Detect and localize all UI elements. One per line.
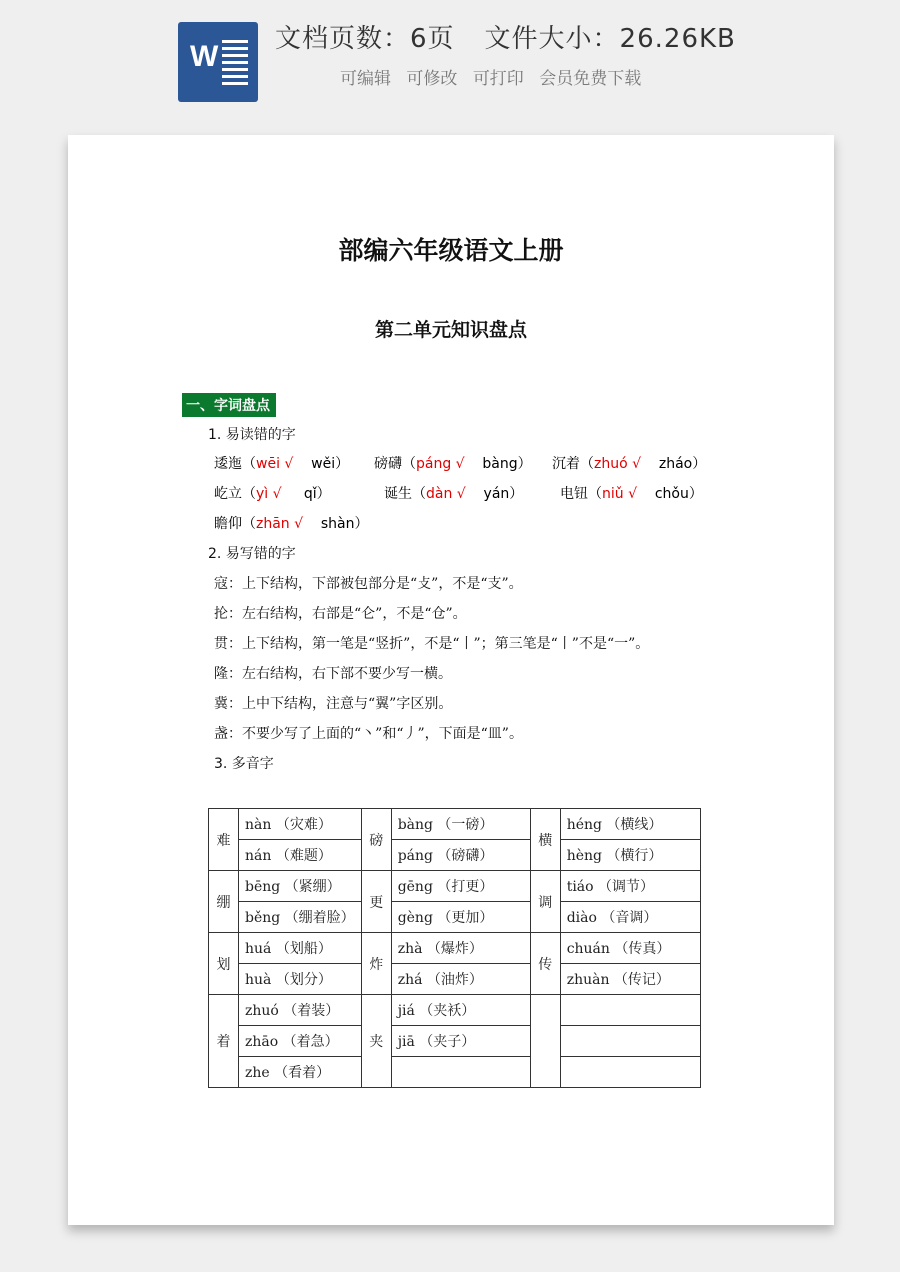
table-char: 横: [530, 809, 560, 871]
reading-item: 沉着（zhuó √ zháo）: [552, 456, 707, 472]
reading-item: 诞生（dàn √ yán）: [384, 486, 524, 502]
table-cell: gēng （打更）: [391, 871, 530, 902]
table-cell: zhá （油炸）: [391, 964, 530, 995]
feature-list: [340, 64, 641, 89]
document-info: [275, 18, 736, 55]
table-cell-empty: [560, 1026, 700, 1057]
table-cell: hèng （横行）: [560, 840, 700, 871]
table-cell: zhe （看着）: [239, 1057, 362, 1088]
writing-note: 冀：上中下结构，注意与“翼”字区别。: [214, 696, 453, 712]
table-cell: chuán （传真）: [560, 933, 700, 964]
table-cell: nàn （灾难）: [239, 809, 362, 840]
document-page: [68, 135, 834, 1225]
table-char: 更: [361, 871, 391, 933]
table-cell: jiā （夹子）: [391, 1026, 530, 1057]
subheading-polyphones: 3. 多音字: [214, 756, 274, 772]
table-cell: jiá （夹袄）: [391, 995, 530, 1026]
file-size: 文件大小：26.26KB: [484, 24, 736, 54]
document-subtitle: 第二单元知识盘点: [374, 319, 527, 341]
table-cell: gèng （更加）: [391, 902, 530, 933]
writing-note: 抡：左右结构，右部是“仑”，不是“仓”。: [214, 606, 467, 622]
table-cell: diào （音调）: [560, 902, 700, 933]
table-cell-empty: [560, 995, 700, 1026]
writing-note: 盏：不要少写了上面的“丶”和“丿”，下面是“皿”。: [214, 726, 523, 742]
table-cell: zhuó （着装）: [239, 995, 362, 1026]
table-char-empty: [530, 995, 560, 1088]
table-char: 调: [530, 871, 560, 933]
table-cell: zhà （爆炸）: [391, 933, 530, 964]
table-cell: nán （难题）: [239, 840, 362, 871]
reading-item: 磅礴（páng √ bàng）: [374, 456, 532, 472]
reading-item: 电钮（niǔ √ chǒu）: [560, 486, 703, 502]
subheading-misread: 1. 易读错的字: [208, 427, 296, 443]
table-cell: bàng （一磅）: [391, 809, 530, 840]
table-char: 划: [209, 933, 239, 995]
document-title: 部编六年级语文上册: [338, 236, 564, 265]
reading-item: 瞻仰（zhān √ shàn）: [214, 516, 369, 532]
table-char: 传: [530, 933, 560, 995]
feature-free-download: 会员免费下载: [539, 69, 642, 89]
word-document-icon: [178, 22, 258, 102]
table-cell: huá （划船）: [239, 933, 362, 964]
table-char: 磅: [361, 809, 391, 871]
writing-note: 寇：上下结构，下部被包部分是“攴”，不是“支”。: [214, 576, 523, 592]
table-cell-empty: [391, 1057, 530, 1088]
table-char: 着: [209, 995, 239, 1088]
table-char: 难: [209, 809, 239, 871]
download-header: [0, 0, 900, 118]
table-cell: héng （横线）: [560, 809, 700, 840]
table-cell: tiáo （调节）: [560, 871, 700, 902]
page-count: 文档页数：6页: [275, 24, 455, 54]
feature-modifiable: 可修改: [406, 69, 458, 89]
table-char: 夹: [361, 995, 391, 1088]
polyphone-table: [208, 808, 701, 1088]
writing-note: 隆：左右结构，右下部不要少写一横。: [214, 666, 452, 682]
word-logo-letter: W: [190, 40, 219, 73]
reading-item: 逶迤（wēi √ wěi）: [214, 456, 350, 472]
reading-item: 屹立（yì √ qǐ）: [214, 486, 331, 502]
subheading-miswritten: 2. 易写错的字: [208, 546, 296, 562]
feature-editable: 可编辑: [340, 69, 391, 89]
table-cell: páng （磅礴）: [391, 840, 530, 871]
table-cell: zhāo （着急）: [239, 1026, 362, 1057]
table-cell: huà （划分）: [239, 964, 362, 995]
writing-note: 贯：上下结构，第一笔是“竖折”，不是“丨”；第三笔是“丨”不是“一”。: [214, 636, 650, 652]
table-char: 炸: [361, 933, 391, 995]
section-heading: 一、字词盘点: [182, 393, 276, 417]
feature-printable: 可打印: [472, 69, 524, 89]
table-cell: zhuàn （传记）: [560, 964, 700, 995]
table-cell: běng （绷着脸）: [239, 902, 362, 933]
table-cell-empty: [560, 1057, 700, 1088]
table-cell: bēng （紧绷）: [239, 871, 362, 902]
table-char: 绷: [209, 871, 239, 933]
